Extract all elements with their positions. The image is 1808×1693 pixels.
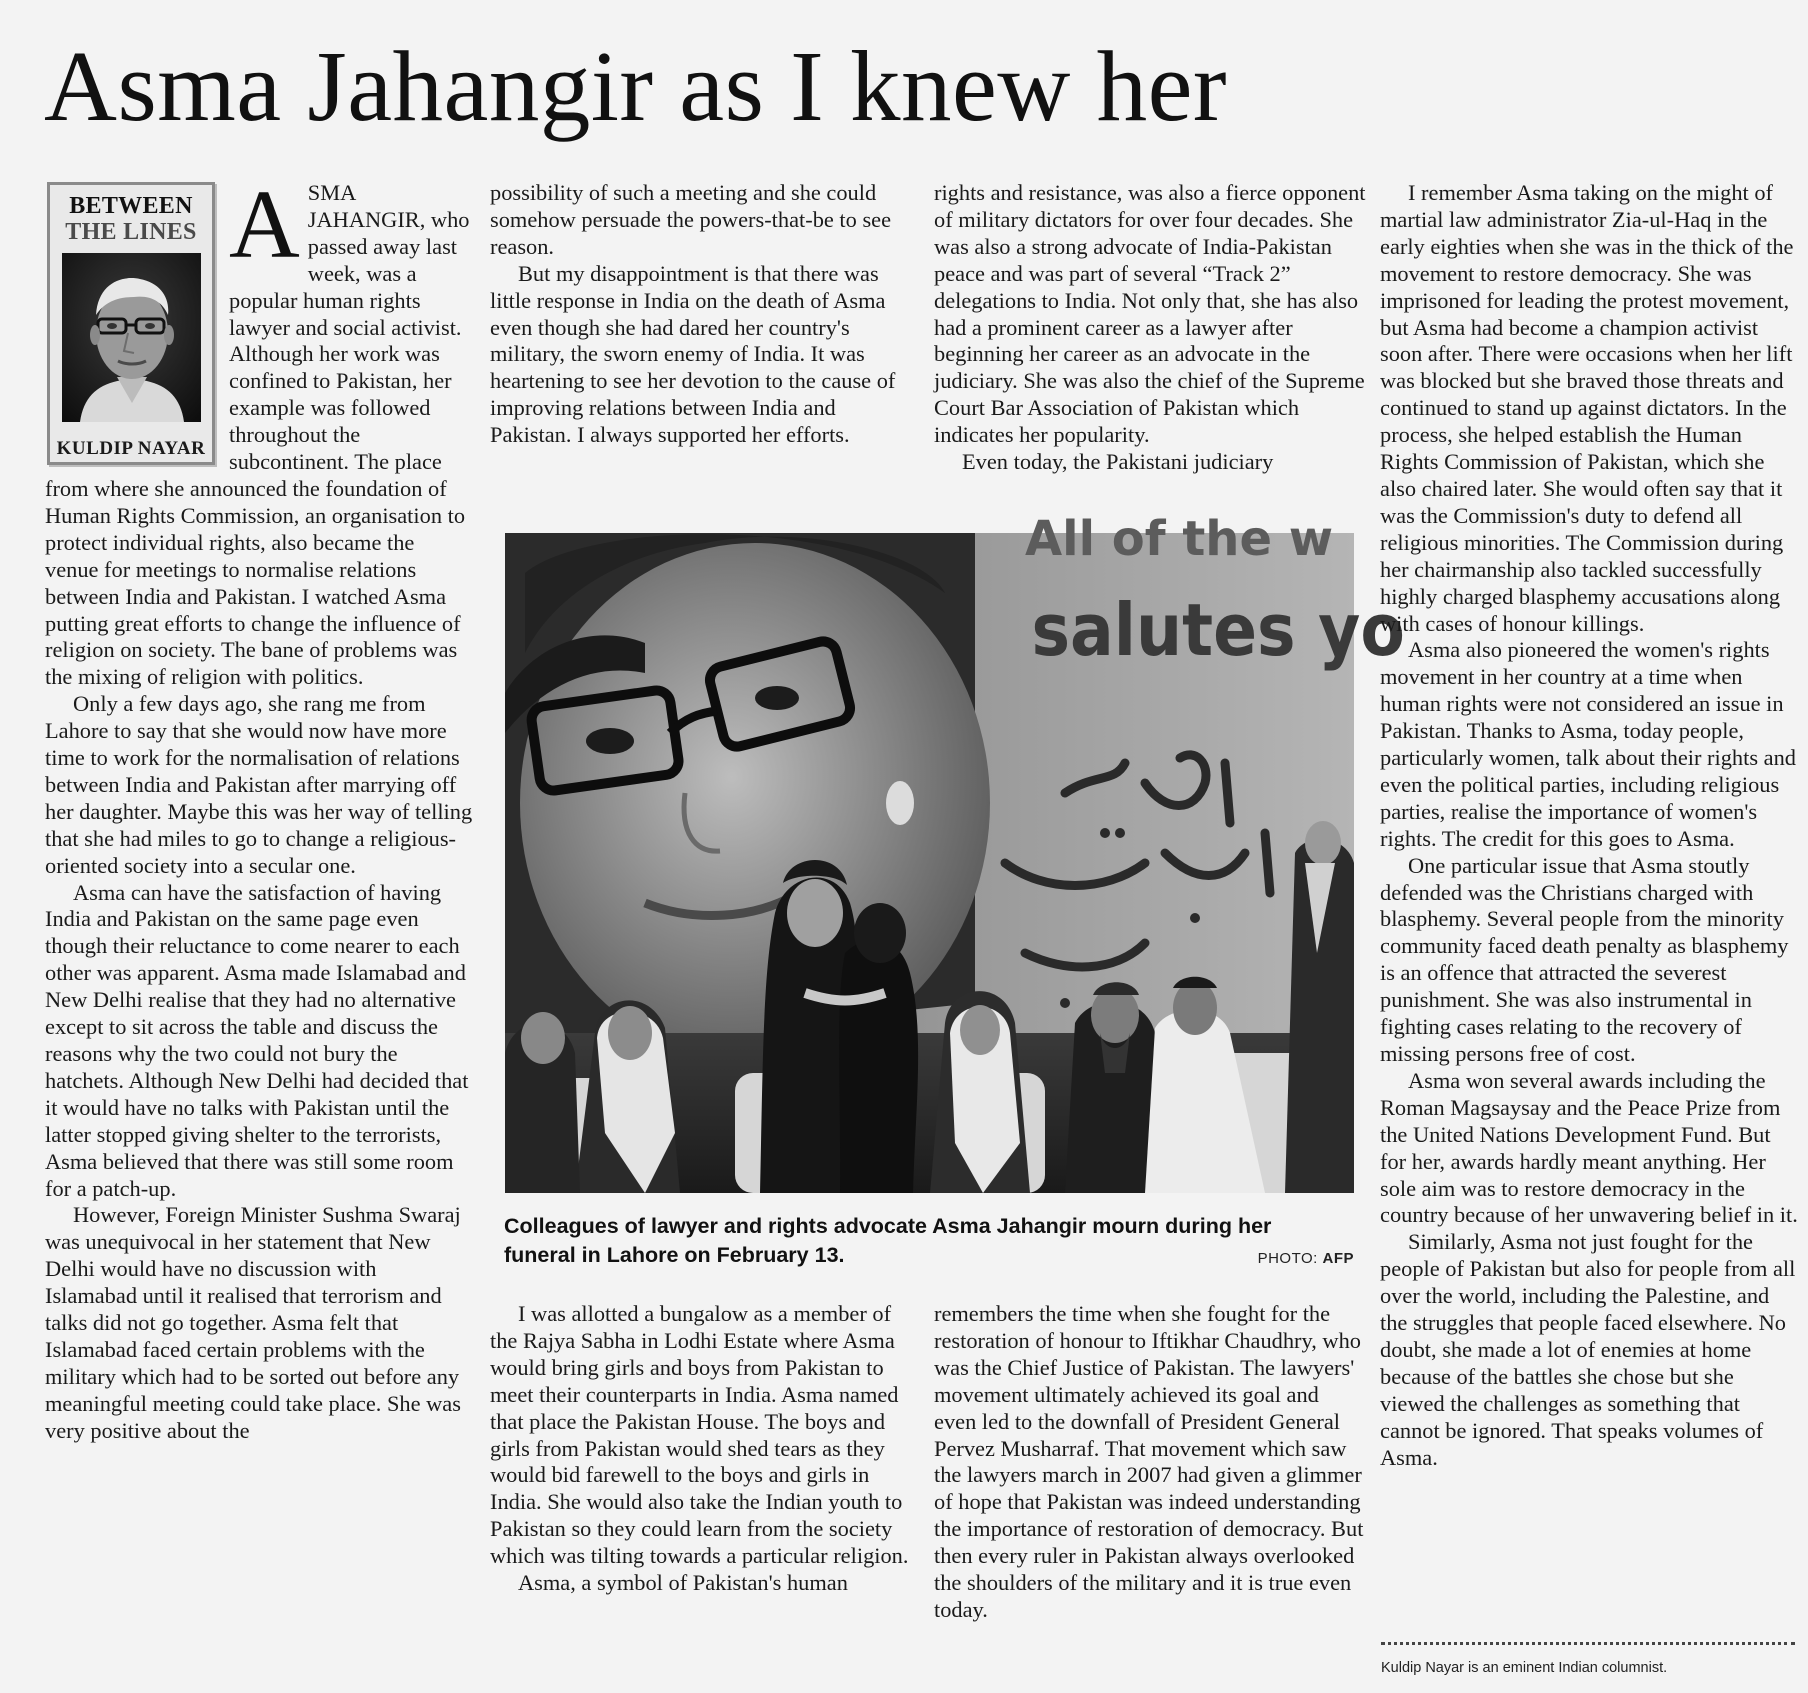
paragraph: SMA JAHANGIR, who passed away last week, was a popular human rights lawyer and social activist. Although her work was confined to Pakistan, her example was followed throughout the subcontinent. The place from where she announced the foundation of Human Rights Commission, an organisation to protect individual rights, also became the venue for meetings to normalise relations between India and Pakistan. I watched Asma putting great efforts to change the influence of religion on society. The bane of problems was the mixing of religion with politics. (45, 180, 470, 690)
paragraph: However, Foreign Minister Sushma Swaraj was unequivocal in her statement that New Delhi would have no discussion with Islamabad until it realised that terrorism and talks did not go together. Asma felt that Islamabad faced certain problems with the military which had to be sorted out before any meaningful meeting could take place. She was very positive about the (45, 1202, 461, 1443)
banner-text: salutes yo (1031, 588, 1405, 673)
paragraph: Asma can have the satisfaction of having India and Pakistan on the same page even though their reluctance to come nearer to each other was apparent. Asma made Islamabad and New Delhi realise that they had no alternative except to sit across the table and discuss the reasons why the two could not bury the hatchets. Although New Delhi had decided that it would have no talks with Pakistan until the latter stopped giving shelter to the terrorists, Asma believed that there was still some room for a patch-up. (45, 879, 469, 1201)
drop-cap: A (229, 171, 300, 279)
banner-partial-text: All of the w (1025, 511, 1334, 567)
article-column-1 (45, 171, 473, 1445)
photo-caption: Colleagues of lawyer and rights advocate Asma Jahangir mourn during her funeral in Lahore on February 13. (504, 1214, 1272, 1267)
article-column-3-bottom (934, 1301, 1366, 1624)
article-column-3-top (934, 180, 1366, 476)
article-column-2-top (490, 180, 914, 449)
column-author-name: KULDIP NAYAR (56, 438, 206, 459)
column-kicker-line2: THE LINES (65, 219, 197, 245)
author-portrait (62, 253, 201, 422)
paragraph: remembers the time when she fought for the restoration of honour to Iftikhar Chaudhry, who was the Chief Justice of Pakistan. The lawyers' movement ultimately achieved its goal and even led to the downfall of President General Pervez Musharraf. That movement which saw the lawyers march in 2007 had given a glimmer of hope that Pakistan was indeed understanding the importance of restoration of democracy. But then every ruler in Pakistan always overlooked the shoulders of the military and it is true even today. (934, 1301, 1364, 1622)
article-column-4 (1380, 180, 1798, 1472)
funeral-photo (505, 511, 1405, 1193)
paragraph: Asma also pioneered the women's rights movement in her country at a time when human rights were not considered an issue in Pakistan. Thanks to Asma, today people, particularly women, talk about their rights and even the political parties, including religious parties, realise the importance of women's rights. The credit for this goes to Asma. (1380, 637, 1796, 851)
photo-credit (1220, 1250, 1354, 1267)
funeral-photo-illustration (505, 511, 1405, 1193)
paragraph: But my disappointment is that there was little response in India on the death of Asma even though she had dared her country's military, the sworn enemy of India. It was heartening to see her devotion to the cause of improving relations between India and Pakistan. I always supported her efforts. (490, 260, 896, 448)
footer-divider (1381, 1642, 1795, 1645)
paragraph: Even today, the Pakistani judiciary (962, 449, 1274, 475)
author-note: Kuldip Nayar is an eminent Indian columnist. (1381, 1660, 1668, 1676)
photo-credit-label: PHOTO: (1257, 1250, 1318, 1267)
paragraph: I was allotted a bungalow as a member of the Rajya Sabha in Lodhi Estate where Asma would bring girls and boys from Pakistan to meet their counterparts in India. Asma named that place the Pakistan House. The boys and girls from Pakistan would shed tears as they would bid farewell to the boys and girls in India. She would also take the Indian youth to Pakistan so they could learn from the society which was tilting towards a particular religion. (490, 1301, 909, 1569)
paragraph: Asma, a symbol of Pakistan's human (518, 1570, 848, 1596)
photo-credit-source: AFP (1322, 1250, 1354, 1267)
article-column-2-bottom (490, 1301, 914, 1597)
column-kicker-line1: BETWEEN (69, 193, 193, 219)
paragraph: Only a few days ago, she rang me from Lahore to say that she would now have more time to work for the normalisation of relations between India and Pakistan after marrying off her daughter. Maybe this was her way of telling that she had miles to go to change a religious-oriented society into a secular one. (45, 691, 473, 878)
paragraph: Similarly, Asma not just fought for the people of Pakistan but also for people from all over the world, including the Palestine, and the struggles that people faced elsewhere. No doubt, she made a lot of enemies at home because of the battles she chose but she viewed the challenges as something that cannot be ignored. That speaks volumes of Asma. (1380, 1229, 1796, 1470)
headline: Asma Jahangir as I knew her (44, 30, 1228, 142)
paragraph: One particular issue that Asma stoutly defended was the Christians charged with blasphemy. Several people from the minority community faced death penalty as blasphemy is an offence that attracted the severest punishment. She was also instrumental in fighting cases relating to the recovery of missing persons free of cost. (1380, 852, 1789, 1066)
column-byline-box (47, 182, 215, 465)
paragraph: rights and resistance, was also a fierce opponent of military dictators for over four decades. She was also a strong advocate of India-Pakistan peace and was part of several “Track 2” delegations to India. Not only that, she has also had a prominent career as a lawyer after beginning her career as an advocate in the judiciary. She was also the chief of the Supreme Court Bar Association of Pakistan which indicates her popularity. (934, 180, 1366, 448)
paragraph: Asma won several awards including the Roman Magsaysay and the Peace Prize from the United Nations Development Fund. But for her, awards hardly meant anything. Her sole aim was to restore democracy in the country because of her unwavering belief in it. (1380, 1067, 1798, 1228)
paragraph: I remember Asma taking on the might of martial law administrator Zia-ul-Haq in the early eighties when she was in the thick of the movement to restore democracy. She was imprisoned for leading the protest movement, but Asma had become a champion activist soon after. There were occasions when her lift was blocked but she braved those threats and continued to stand up against dictators. In the process, she helped establish the Human Rights Commission of Pakistan, which she also chaired later. She would often say that it was the Commission's duty to defend all religious minorities. The Commission during her chairmanship also tackled successfully highly charged blasphemy accusations along with cases of honour killings. (1380, 180, 1794, 636)
paragraph: possibility of such a meeting and she could somehow persuade the powers-that-be to see reason. (490, 180, 892, 259)
